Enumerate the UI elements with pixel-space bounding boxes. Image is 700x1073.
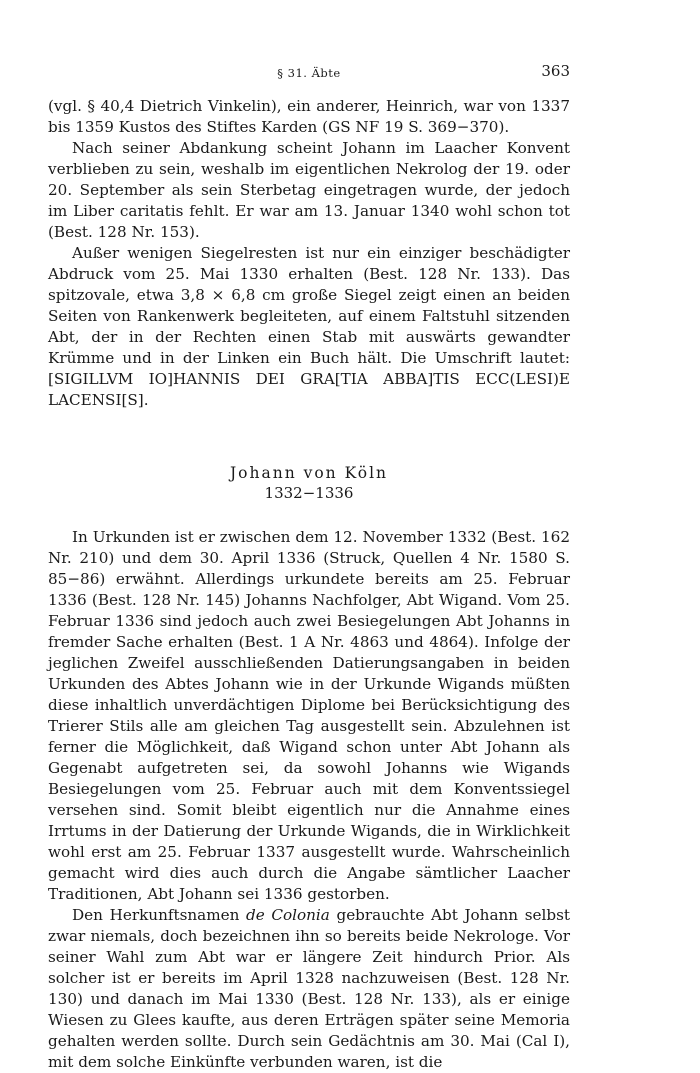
paragraph-urkunden: In Urkunden ist er zwischen dem 12. November 1332 (Best. 162 Nr. 210) und dem 30. April 1336 (Struck, Quellen 4 Nr. 1580 S. 85−86) erwähnt. Allerdings urkundete bereits am 25. Februar 1336 (Best. 128 Nr. 145) Johanns Nachfolger, Abt Wigand. Vom 25. Februar 1336 sind jedoch auch zwei Besiegelungen Abt Johanns in fremder Sache erhalten (Best. 1 A Nr. 4863 und 4864). Infolge der jeglichen Zweifel ausschließenden Datierungsangaben in beiden Urkunden des Abtes Johann wie in der Urkunde Wigands müßten diese inhaltlich unverdächtigen Diplome bei Berücksichtigung des Trierer Stils alle am gleichen Tag ausgestellt sein. Abzulehnen ist ferner die Möglichkeit, daß Wigand schon unter Abt Johann als Gegenabt aufgetreten sei, da sowohl Johanns wie Wigands Besiegelungen vom 25. Februar auch mit dem Konventssiegel versehen sind. Somit bleibt eigentlich nur die Annahme eines Irrtums in der Datierung der Urkunde Wigands, die in Wirklichkeit wohl erst am 25. Februar 1337 ausgestellt wurde. Wahrscheinlich gemacht wird dies auch durch die Angabe sämtlicher Laacher Traditionen, Abt Johann sei 1336 gestorben. bbox=[48, 528, 570, 903]
paragraph-continued: (vgl. § 40,4 Dietrich Vinkelin), ein anderer, Heinrich, war von 1337 bis 1359 Kustos des Stiftes Karden (GS NF 19 S. 369−370). bbox=[48, 97, 570, 136]
section-spacer bbox=[48, 411, 570, 463]
running-head: § 31. Äbte bbox=[277, 66, 341, 80]
herkunft-italic-name: de Colonia bbox=[246, 906, 330, 924]
section-heading: Johann von Köln bbox=[229, 464, 389, 482]
paragraph-abdankung: Nach seiner Abdankung scheint Johann im Laacher Konvent verblieben zu sein, weshalb im eigentlichen Nekrolog der 19. oder 20. September als sein Sterbetag eingetragen wurde, der jedoch im Liber caritatis fehlt. Er war am 13. Januar 1340 wohl schon tot (Best. 128 Nr. 153). bbox=[48, 139, 570, 241]
section-years: 1332−1336 bbox=[264, 484, 354, 502]
section-spacer-small bbox=[48, 503, 570, 527]
herkunft-text-before: Den Herkunftsnamen bbox=[72, 906, 247, 924]
page-number: 363 bbox=[541, 62, 570, 80]
page-header bbox=[48, 62, 570, 84]
paragraph-siegel: Außer wenigen Siegelresten ist nur ein einziger beschädigter Abdruck vom 25. Mai 1330 erhalten (Best. 128 Nr. 133). Das spitzovale, etwa 3,8 × 6,8 cm große Siegel zeigt einen an beiden Seiten von Rankenwerk begleiteten, auf einem Faltstuhl sitzenden Abt, der in der Rechten einen Stab mit auswärts gewandter Krümme und in der Linken ein Buch hält. Die Umschrift lautet: [SIGILLVM IO]HANNIS DEI GRA[TIA ABBA]TIS ECC(LESI)E LACENSI[S]. bbox=[48, 244, 570, 409]
page-body bbox=[48, 96, 570, 1073]
herkunft-text-after: gebrauchte Abt Johann selbst zwar niemals, doch bezeichnen ihn so bereits beide Nekrologe. Vor seiner Wahl zum Abt war er längere Zeit hindurch Prior. Als solcher ist er bereits im April 1328 nachzuweisen (Best. 128 Nr. 130) und danach im Mai 1330 (Best. 128 Nr. 133), als er einige Wiesen zu Glees kaufte, aus deren Erträgen später seine Memoria gehalten werden sollte. Durch sein Gedächtnis am 30. Mai (Cal I), mit dem solche Einkünfte verbunden waren, ist die bbox=[48, 906, 570, 1071]
